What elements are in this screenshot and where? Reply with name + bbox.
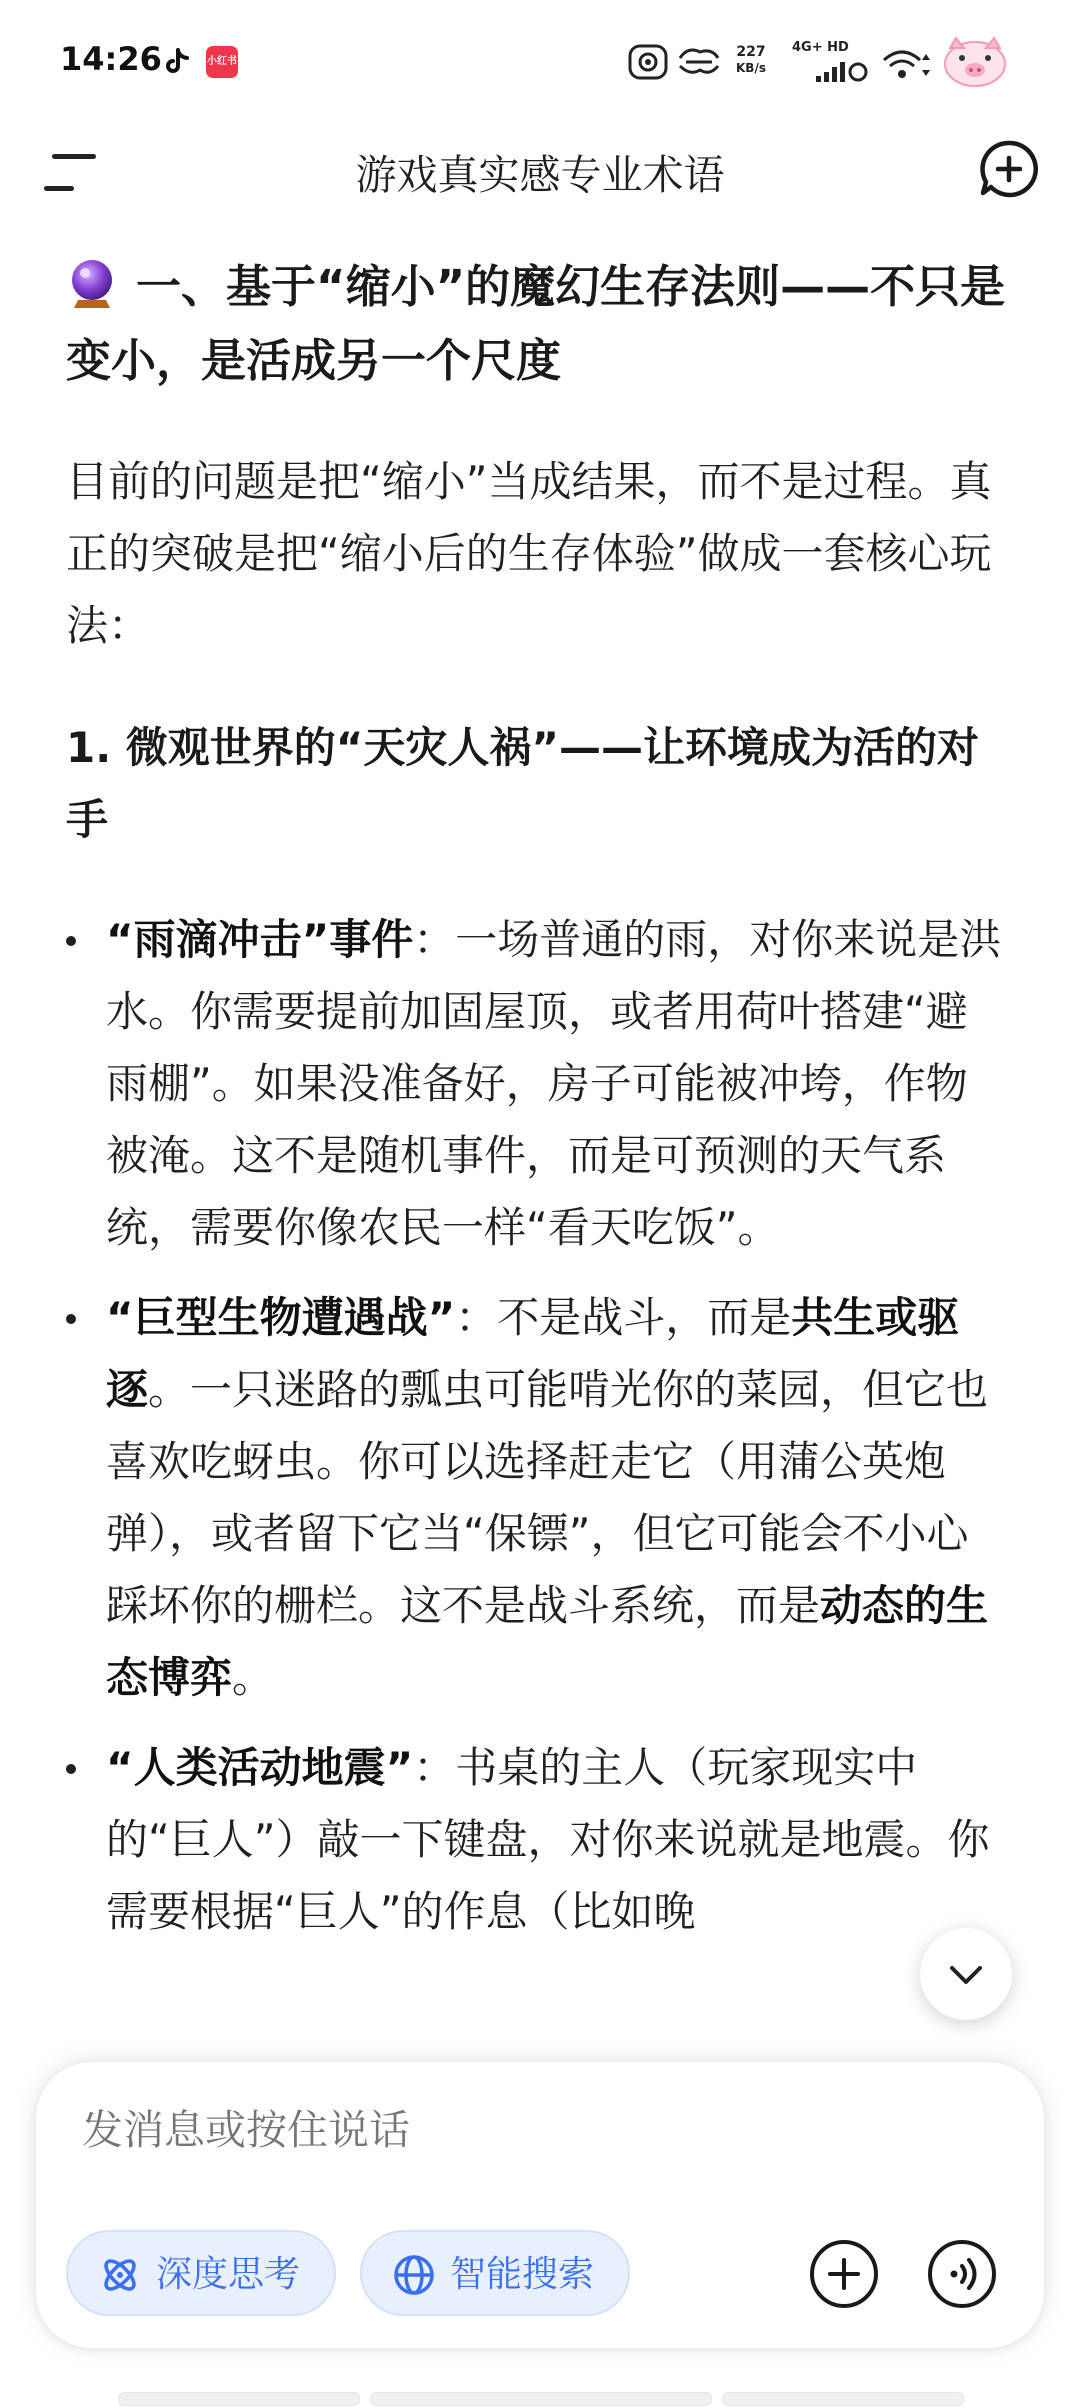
bullet-text: ：一场普通的雨，对你来说是洪水。你需要提前加固屋顶，或者用荷叶搭建“避雨棚”。如果没准备好，房子可能被冲垮，作物被淹。这不是随机事件，而是可预测的天气系统，需要你像农民一样“看天吃饭”。 [106,915,1002,1252]
message-content [66,250,1006,1966]
bullet-dot [66,1314,76,1324]
voice-call-icon[interactable] [926,2238,998,2310]
network-speed-value: 227 [736,44,766,60]
message-input[interactable] [82,2106,982,2154]
bullet-bold: 共生或驱逐 [106,1293,960,1414]
globe-icon [392,2253,436,2297]
bullet-list [66,904,1006,1948]
deep-think-label: 深度思考 [156,2254,301,2295]
smart-search-label: 智能搜索 [450,2254,595,2295]
wifi-icon [880,44,936,84]
network-type: 4G+ HD [792,40,849,55]
tiktok-icon [164,48,190,76]
bottom-tab-hints [118,2392,962,2408]
section-heading [66,250,1006,398]
bullet-text: 。一只迷路的瓢虫可能啃光你的菜园，但它也喜欢吃蚜虫。你可以选择赶走它（用蒲公英炮弹），或者留下它当“保镖”，但它可能会不小心踩坏你的栅栏。这不是战斗系统，而是 [106,1365,989,1630]
subsection-heading: 1. 微观世界的“天灾人祸”——让环境成为活的对手 [66,723,980,844]
bullet-dot [66,936,76,946]
list-item [66,1282,1006,1714]
network-speed-unit: KB/s [736,61,766,75]
bullet-text: ：书桌的主人（玩家现实中的“巨人”）敲一下键盘，对你来说就是地震。你需要根据“巨人”的作息（比如晚 [106,1743,990,1936]
network-speed [736,44,766,76]
xiaohongshu-icon: 小红书 [206,46,238,78]
bullet-bold: “巨型生物遭遇战” [106,1293,456,1342]
signal-icon [814,58,870,84]
battery-pig-icon [942,34,1008,90]
message-composer [36,2062,1044,2348]
add-attachment-icon[interactable] [808,2238,880,2310]
bullet-bold: 动态的生态博弈 [106,1581,989,1702]
crystal-ball-icon [66,258,118,310]
status-time: 14:26 [60,40,162,78]
atom-icon [98,2253,142,2297]
smart-search-button[interactable] [360,2230,630,2316]
scroll-to-bottom-button[interactable] [920,1928,1012,2020]
section-heading-text: 一、基于“缩小”的魔幻生存法则——不只是变小，是活成另一个尺度 [66,260,1006,387]
bullet-text: 。 [232,1653,275,1702]
vpn-icon [676,44,722,80]
list-item [66,904,1006,1264]
list-item [66,1732,1006,1948]
chevron-down-icon [920,1928,1012,2020]
status-bar [0,0,1080,120]
new-chat-icon[interactable] [978,138,1040,200]
bullet-bold: “雨滴冲击”事件 [106,915,414,964]
bullet-text: ：不是战斗，而是 [455,1293,792,1342]
intro-paragraph: 目前的问题是把“缩小”当成结果，而不是过程。真正的突破是把“缩小后的生存体验”做成一套核心玩法： [66,457,992,650]
deep-think-button[interactable] [66,2230,336,2316]
top-bar [0,120,1080,220]
nfc-icon [628,44,668,80]
bullet-bold: “人类活动地震” [106,1743,414,1792]
menu-icon[interactable] [44,150,100,194]
page-title: 游戏真实感专业术语 [355,151,725,199]
bullet-dot [66,1764,76,1774]
